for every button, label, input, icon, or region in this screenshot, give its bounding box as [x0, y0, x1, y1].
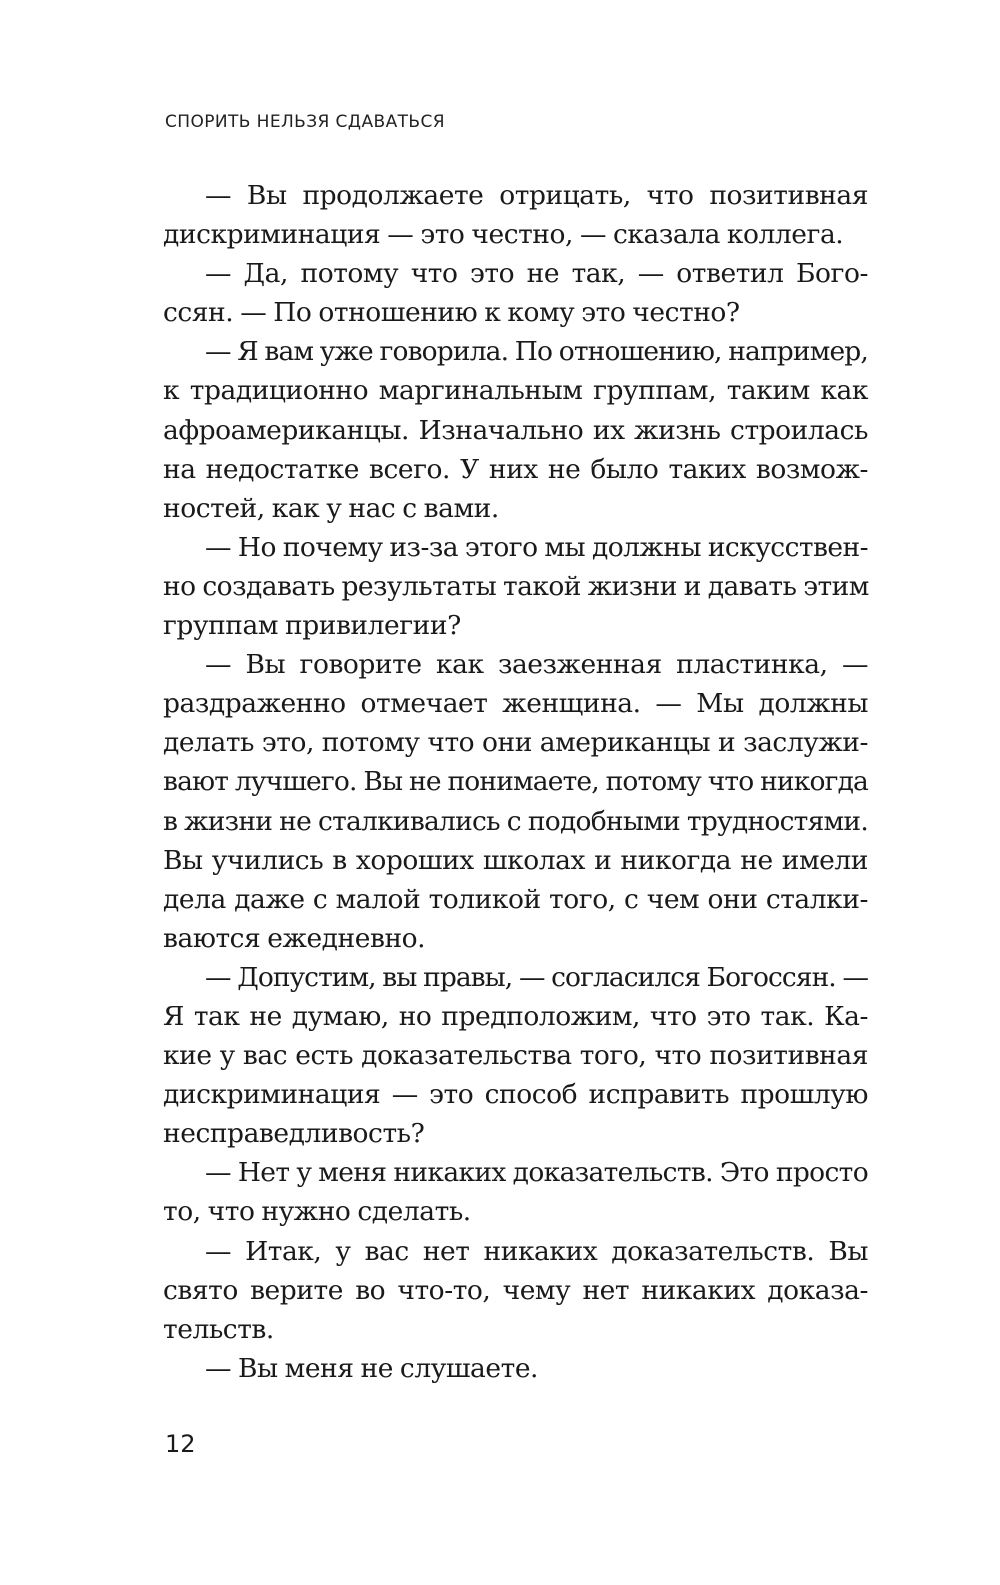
- text-line: афроамериканцы. Изначально их жизнь строилась: [163, 414, 868, 446]
- text-line: тельств.: [163, 1313, 274, 1345]
- text-line: дискриминация — это честно, — сказала коллега.: [163, 219, 844, 251]
- text-line: в жизни не сталкивались с подобными трудностями.: [163, 805, 868, 837]
- text-line: раздраженно отмечает женщина. — Мы должны: [163, 688, 868, 720]
- text-line: кие у вас есть доказательства того, что позитивная: [163, 1040, 868, 1072]
- text-line: — Да, потому что это не так, — ответил Бого-: [205, 258, 868, 290]
- page-number: 12: [165, 1430, 196, 1458]
- text-line: — Нет у меня никаких доказательств. Это просто: [205, 1157, 868, 1189]
- text-line: Я так не думаю, но предположим, что это так. Ка-: [163, 1000, 868, 1032]
- text-line: дела даже с малой толикой того, с чем они сталки-: [163, 883, 868, 915]
- text-line: группам привилегии?: [163, 610, 461, 642]
- text-line: — Допустим, вы правы, — согласился Богоссян. —: [205, 961, 868, 993]
- text-line: — Вы продолжаете отрицать, что позитивная: [205, 180, 868, 211]
- text-line: делать это, потому что они американцы и заслужи-: [163, 727, 868, 759]
- text-line: — Вы говорите как заезженная пластинка, —: [205, 649, 868, 681]
- text-line: к традиционно маргинальным группам, таким как: [163, 375, 868, 407]
- body-text: [163, 176, 868, 1388]
- text-line: — Я вам уже говорила. По отношению, например,: [205, 336, 868, 368]
- text-line: ностей, как у нас с вами.: [163, 492, 499, 524]
- text-line: то, что нужно сделать.: [163, 1196, 471, 1228]
- text-line: но создавать результаты такой жизни и давать этим: [163, 570, 869, 602]
- text-line: ваются ежедневно.: [163, 922, 426, 954]
- text-line: — Но почему из-за этого мы должны искусствен-: [205, 531, 868, 563]
- text-line: Вы учились в хороших школах и никогда не имели: [163, 844, 868, 876]
- running-header: СПОРИТЬ НЕЛЬЗЯ СДАВАТЬСЯ: [165, 112, 445, 132]
- text-line: ссян. — По отношению к кому это честно?: [163, 297, 740, 329]
- text-line: вают лучшего. Вы не понимаете, потому что никогда: [163, 766, 868, 798]
- text-line: несправедливость?: [163, 1118, 425, 1150]
- text-line: свято верите во что-то, чему нет никаких доказа-: [163, 1274, 868, 1306]
- text-line: на недостатке всего. У них не было таких возмож-: [163, 453, 868, 485]
- text-line: — Итак, у вас нет никаких доказательств. Вы: [205, 1235, 868, 1267]
- text-line: дискриминация — это способ исправить прошлую: [163, 1079, 868, 1111]
- text-line: — Вы меня не слушаете.: [205, 1352, 539, 1384]
